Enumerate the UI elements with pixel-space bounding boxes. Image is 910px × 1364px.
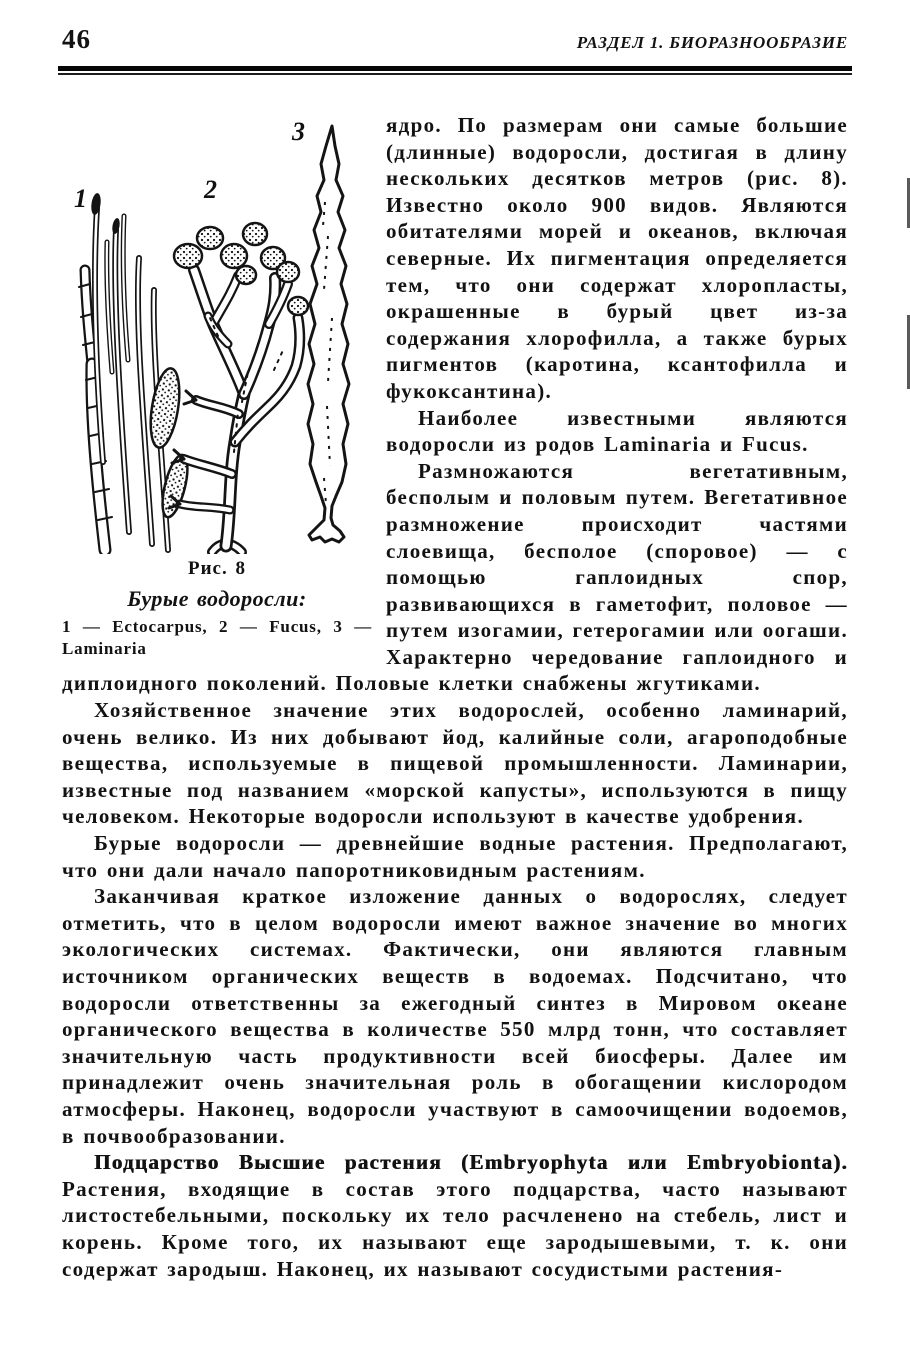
figure-8 <box>62 112 372 660</box>
laminaria-drawing <box>308 126 349 542</box>
figure-caption-title: Бурые водоросли: <box>127 585 307 611</box>
body-paragraph: Заканчивая краткое изложение данных о водорослях, следует отметить, что в целом водоросли имеют важное значение во многих экологических системах. Фактически, они являются главным источником органических веществ в водоемах. Подсчитано, что водоросли ответственны за ежегодный синтез в Мировом океане органического вещества в количестве 550 млрд тонн, что составляет значительную часть продуктивности всей биосферы. Далее им принадлежит очень значительная роль в обогащении кислородом атмосферы. Наконец, водоросли участвуют в самоочищении водоемов, в почвообразовании. <box>62 884 848 1148</box>
subkingdom-heading: Подцарство Высшие растения (Embryophyta или Embryobionta). <box>94 1150 848 1175</box>
figure-caption-legend: 1 — Ectocarpus, 2 — Fucus, 3 — Laminaria <box>62 617 372 659</box>
body-paragraph: Хозяйственное значение этих водорослей, особенно ламинарий, очень велико. Из них добывают йод, калийные соли, агароподобные вещества, используемые в пищевой промышленности. Ламинарии, известные под названием «морской капусты», используются в пищу человеком. Некоторые водоросли используют в качестве удобрения. <box>62 698 848 829</box>
figure-caption-number: Рис. 8 <box>188 558 246 579</box>
ectocarpus-drawing <box>79 192 192 550</box>
header-rule <box>58 66 852 75</box>
running-head: РАЗДЕЛ 1. БИОРАЗНООБРАЗИЕ <box>576 33 848 52</box>
body-paragraph: Бурые водоросли — древнейшие водные растения. Предполагают, что они дали начало папоротниковидным растениям. <box>62 831 848 882</box>
figure-caption <box>62 556 372 660</box>
body-paragraph: ядро. По размерам они самые большие (длинные) водоросли, достигая в длину нескольких десятков метров (рис. 8). Известно около 900 видов. Являются обитателями морей и океанов, включая северные. Их пигментация определяется тем, что они содержат хлоропласты, окрашенные в бурый цвет из-за содержания хлорофилла, а также бурых пигментов (каротина, ксантофилла и фукоксантина). <box>386 113 848 403</box>
fucus-drawing <box>169 223 308 552</box>
algae-figure-image <box>62 112 372 554</box>
body-paragraph: Размножаются вегетативным, бесполым и половым путем. Вегетативное размножение происходит частями слоевища, бесполое (споровое) — с помощью гаплоидных спор, развивающихся в гаметофит, половое — путем изогамии, гетерогамии или оогаши. Характерно чередование гаплоидного и диплоидного поколений. Половые клетки снабжены жгутиками. <box>62 458 848 696</box>
page-header <box>62 24 848 55</box>
page-number: 46 <box>62 24 91 54</box>
subkingdom-text: Растения, входящие в состав этого подцарства, часто называют листостебельными, поскольку их тело расчленено на стебель, лист и корень. Кроме того, их называют еще зародышевыми, т. к. они содержат зародыш. Наконец, их называют сосудистыми растения- <box>62 1176 848 1281</box>
figure-label-1: 1 <box>74 184 89 213</box>
body-paragraph <box>62 1149 848 1282</box>
figure-label-2: 2 <box>204 175 219 204</box>
body-paragraph: Наиболее известными являются водоросли из родов Laminaria и Fucus. <box>386 405 848 457</box>
figure-label-3: 3 <box>292 117 307 146</box>
body-text <box>62 112 848 1282</box>
